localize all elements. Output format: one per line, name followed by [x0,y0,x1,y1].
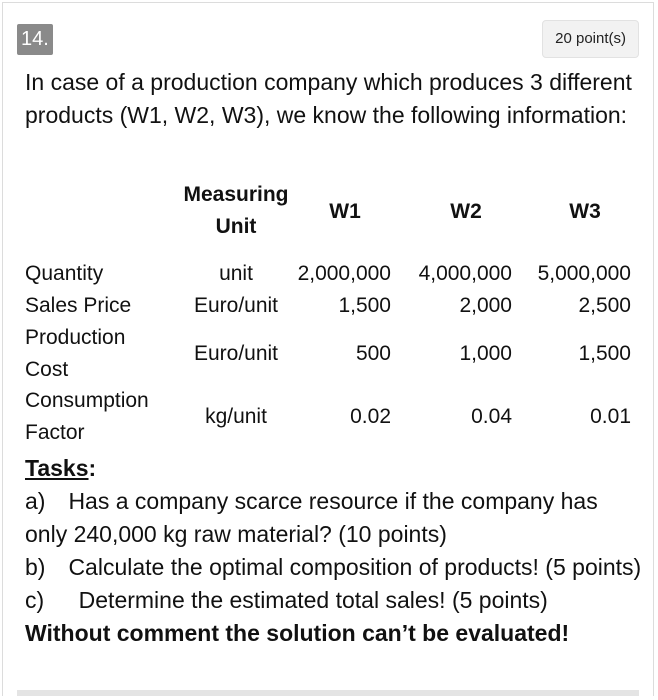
cell-w2: 2,000 [459,294,512,317]
tasks-title [25,452,645,485]
row-unit: Euro/unit [193,294,279,317]
table-header-w2: W2 [450,200,482,223]
evaluation-note: Without comment the solution can’t be evaluated! [25,620,570,646]
table-header-w1: W1 [329,200,361,223]
question-card [2,2,654,696]
cell-w3: 5,000,000 [537,262,631,285]
row-label-consumption-line2: Factor [25,421,85,444]
table-header-measuring-unit [161,179,311,243]
cell-w2: 1,000 [459,342,512,365]
cell-w2: 0.04 [471,405,512,428]
question-number-badge: 14. [17,24,53,55]
task-a: a) Has a company scarce resource if the company has only 240,000 kg raw material? (10 points) [25,488,598,547]
cell-w3: 1,500 [578,342,631,365]
row-unit: unit [219,262,253,285]
bottom-divider [17,690,639,696]
points-badge: 20 point(s) [542,20,639,58]
tasks-title-colon: : [88,455,97,481]
task-b: b) Calculate the optimal composition of products! (5 points) [25,554,642,580]
row-label-production-line2: Cost [25,358,69,381]
tasks-section [25,452,645,650]
row-label-sales-price: Sales Price [25,294,132,317]
row-label-production-line1: Production [25,326,126,349]
row-unit: Euro/unit [193,342,279,365]
row-label-quantity: Quantity [25,262,104,285]
tasks-title-text: Tasks [25,455,89,481]
cell-w3: 2,500 [578,294,631,317]
cell-w1: 500 [355,342,391,365]
cell-w1: 1,500 [338,294,391,317]
table-header-unit-line2: Unit [215,215,257,238]
table-header-w3: W3 [569,200,601,223]
row-unit: kg/unit [205,405,267,428]
cell-w1: 2,000,000 [297,262,391,285]
row-label-consumption-line1: Consumption [25,389,149,412]
cell-w2: 4,000,000 [418,262,512,285]
cell-w3: 0.01 [590,405,631,428]
question-intro: In case of a production company which produces 3 different products (W1, W2, W3), we know the following information: [25,69,632,128]
task-c: c) Determine the estimated total sales! (5 points) [25,587,548,613]
table-header-unit-line1: Measuring [183,183,289,206]
cell-w1: 0.02 [350,405,391,428]
